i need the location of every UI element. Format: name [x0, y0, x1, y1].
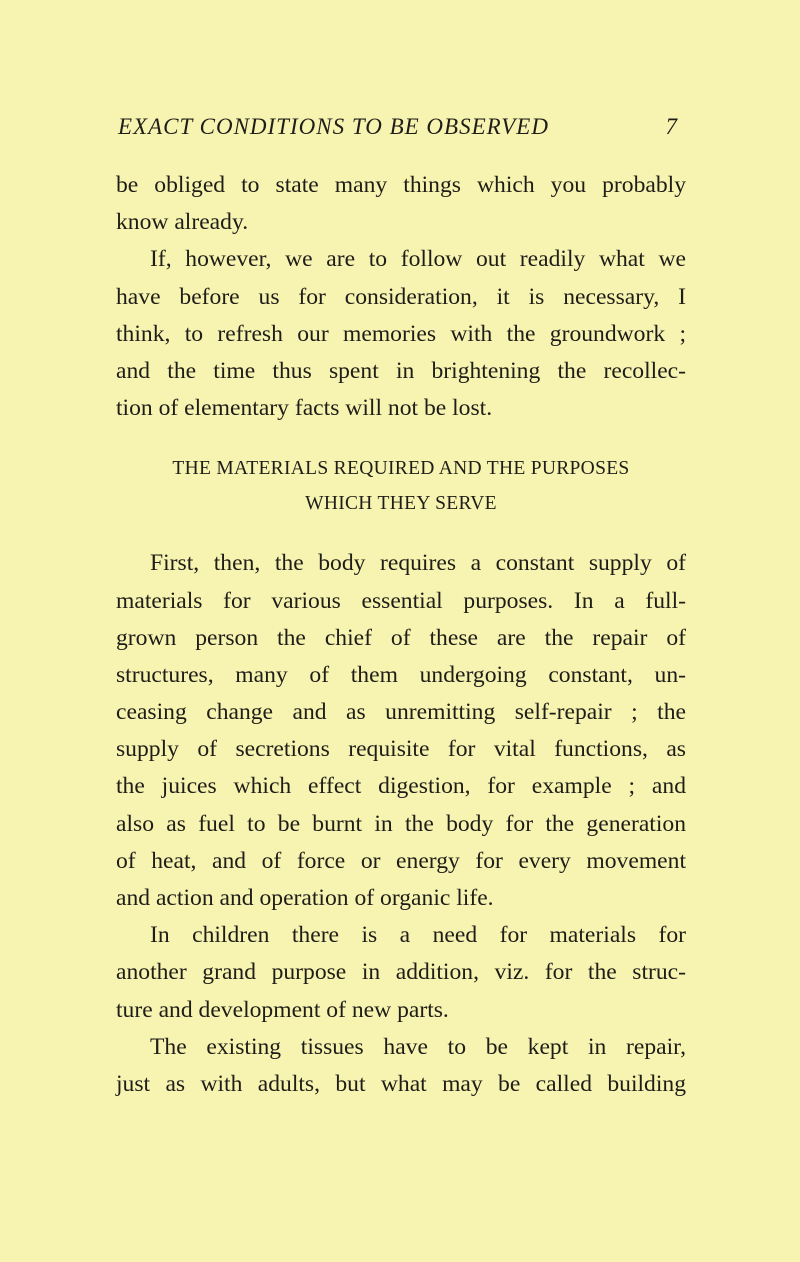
text-line: First, then, the body requires a constant supply of [150, 550, 686, 577]
text-line: also as fuel to be burnt in the body for the generation [116, 810, 686, 837]
text-line: ture and development of new parts. [116, 996, 449, 1023]
text-line: In children there is a need for materials for [150, 922, 686, 949]
text-line: ceasing change and as unremitting self-repair ; the [116, 699, 686, 726]
text-line: the juices which effect digestion, for example ; and [116, 773, 686, 800]
running-head [118, 114, 678, 150]
text-line: materials for various essential purposes. In a full- [116, 587, 686, 614]
text-line: and the time thus spent in brightening the recollec- [116, 357, 686, 384]
text-line: If, however, we are to follow out readily what we [150, 246, 686, 273]
text-line: grown person the chief of these are the repair of [116, 624, 686, 651]
running-head-title: EXACT CONDITIONS TO BE OBSERVED [118, 114, 549, 139]
text-line: have before us for consideration, it is necessary, I [116, 283, 686, 310]
text-line: of heat, and of force or energy for every movement [116, 847, 686, 874]
text-line: and action and operation of organic life. [116, 885, 494, 911]
text-line: another grand purpose in addition, viz. for the struc- [116, 959, 686, 986]
body-text [116, 167, 686, 1103]
text-line: tion of elementary facts will not be lost. [116, 395, 493, 422]
text-line: be obliged to state many things which you probably [116, 172, 686, 198]
text-line: think, to refresh our memories with the groundwork ; [116, 320, 686, 347]
section-heading-line-2: WHICH THEY SERVE [305, 493, 497, 515]
text-line: structures, many of them undergoing constant, un- [116, 661, 686, 688]
text-line: The existing tissues have to be kept in repair, [150, 1033, 686, 1060]
text-line: just as with adults, but what may be called building [116, 1070, 686, 1097]
section-heading-line-1: THE MATERIALS REQUIRED AND THE PURPOSES [172, 458, 630, 480]
page-number: 7 [665, 114, 678, 139]
text-line: know already. [116, 209, 249, 236]
text-line: supply of secretions requisite for vital functions, as [116, 736, 686, 763]
